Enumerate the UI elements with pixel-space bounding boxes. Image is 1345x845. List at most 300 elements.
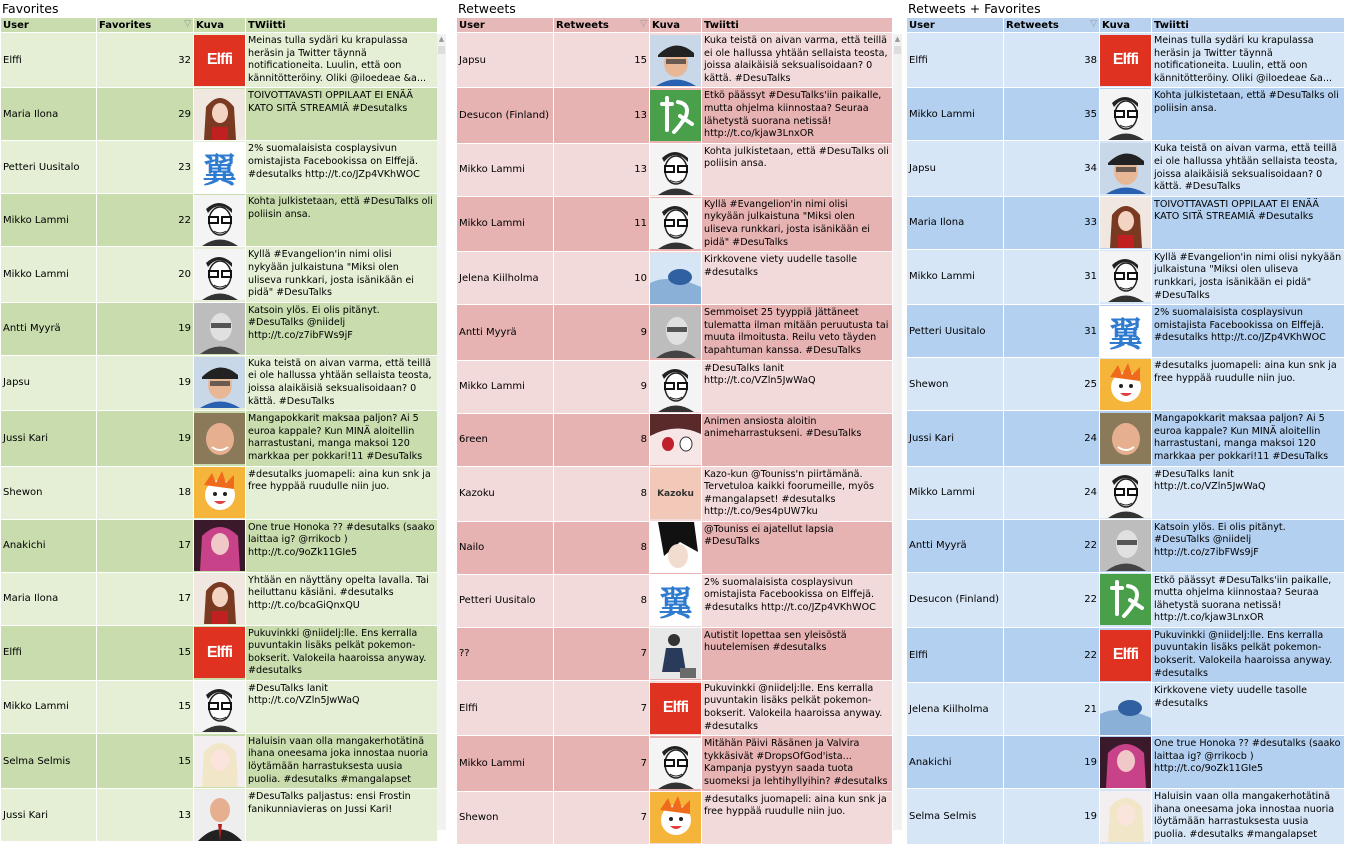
count-cell: 7 — [554, 627, 650, 680]
tweet-cell[interactable]: Etkö päässyt #DesuTalks'iin paikalle, mutta ohjelma kiinnostaa? Seuraa lähetystä suorana netissä! http://t.co/kjaw3LnxOR — [1152, 572, 1345, 627]
table-row[interactable] — [907, 789, 1345, 844]
image-cell — [1100, 627, 1152, 682]
tweet-cell[interactable]: Kuka teistä on aivan varma, että teillä ei ole hallussa yhtään sellaista teosta, joissa alaikäisiä seksualisoidaan? 0 kättä. #DesuTalks — [702, 33, 893, 88]
user-cell[interactable]: Mikko Lammi — [1, 680, 97, 733]
user-cell[interactable]: Maria Ilona — [907, 196, 1004, 249]
table-row[interactable] — [1, 519, 438, 572]
avatar-sketch-icon — [650, 738, 701, 789]
image-cell — [650, 88, 702, 143]
tweet-cell[interactable]: Kuka teistä on aivan varma, että teillä ei ole hallussa yhtään sellaista teosta, joissa alaikäisiä seksualisoidaan? 0 kättä. #DesuTalks — [246, 355, 438, 410]
image-cell — [650, 627, 702, 680]
count-cell: 22 — [1004, 627, 1100, 682]
user-cell[interactable]: Japsu — [907, 141, 1004, 196]
image-cell — [1100, 249, 1152, 304]
tweet-cell[interactable]: Kyllä #Evangelion'in nimi olisi nykyään julkaistuna "Miksi olen uliseva runkkari, josta isänikään ei pidä" #DesuTalks — [702, 196, 893, 251]
image-cell — [194, 466, 246, 519]
image-cell — [1100, 572, 1152, 627]
favorites-title: Favorites — [2, 1, 59, 16]
retweets-panel — [456, 0, 902, 830]
tweet-cell[interactable]: Pukuvinkki @niidelj:lle. Ens kerralla puvuntakin lisäks pelkät pokemon-bokserit. Valokeila haaroissa anyway. #desutalks — [246, 625, 438, 680]
table-row[interactable] — [457, 521, 893, 574]
user-cell[interactable]: Mikko Lammi — [907, 249, 1004, 304]
tweet-cell[interactable]: Kohta julkistetaan, että #DesuTalks oli poliisin ansa. — [1152, 88, 1345, 141]
avatar-photo-icon — [1100, 791, 1151, 842]
image-cell — [650, 33, 702, 88]
avatar-photo-icon — [1100, 737, 1151, 788]
tweet-cell[interactable]: #DesuTalks paljastus: ensi Frostin fanikunniavieras on Jussi Kari! — [246, 789, 438, 842]
retweets-title: Retweets — [458, 1, 516, 16]
table-row[interactable] — [1, 466, 438, 519]
tweet-cell[interactable]: #DesuTalks lanit http://t.co/VZln5JwWaQ — [246, 680, 438, 733]
user-cell[interactable]: Elffi — [1, 625, 97, 680]
image-cell — [194, 302, 246, 355]
avatar-photo-icon — [1100, 413, 1151, 464]
user-cell[interactable]: Elffi — [457, 680, 554, 735]
user-cell[interactable]: Desucon (Finland) — [907, 572, 1004, 627]
table-row[interactable] — [907, 141, 1345, 196]
user-cell[interactable]: Mikko Lammi — [457, 360, 554, 413]
table-row[interactable] — [1, 625, 438, 680]
image-cell — [650, 252, 702, 305]
tweet-cell[interactable]: Mangapokkarit maksaa paljon? Ai 5 euroa kappale? Kun MINÄ aloitellin harrastustani, manga maksoi 120 markkaa per pokkari!11 #DesuTalks — [246, 411, 438, 466]
figure-photo-icon — [650, 628, 701, 679]
tweet-cell[interactable]: Mangapokkarit maksaa paljon? Ai 5 euroa kappale? Kun MINÄ aloitellin harrastustani, manga maksoi 120 markkaa per pokkari!11 #DesuTalks — [1152, 411, 1345, 466]
sort-icon[interactable]: ▽ — [1090, 19, 1097, 29]
avatar-sketch-icon — [650, 361, 701, 412]
count-cell: 15 — [97, 680, 194, 733]
tweet-cell[interactable]: Kohta julkistetaan, että #DesuTalks oli poliisin ansa. — [702, 143, 893, 196]
table-row[interactable] — [457, 466, 893, 521]
avatar-photo-icon — [1100, 197, 1151, 248]
orange-cartoon-icon — [194, 467, 245, 518]
tweet-cell[interactable]: Pukuvinkki @niidelj:lle. Ens kerralla puvuntakin lisäks pelkät pokemon-bokserit. Valokeila haaroissa anyway. #desutalks — [1152, 627, 1345, 682]
image-cell — [1100, 141, 1152, 196]
count-cell: 10 — [554, 252, 650, 305]
desucon-logo-icon — [1100, 574, 1151, 625]
user-cell[interactable]: Jussi Kari — [1, 789, 97, 842]
image-cell — [1100, 305, 1152, 358]
table-row[interactable] — [457, 736, 893, 791]
scroll-thumb[interactable] — [438, 46, 445, 54]
table-row[interactable] — [907, 305, 1345, 358]
image-cell — [194, 625, 246, 680]
image-cell — [650, 521, 702, 574]
favorites-scrollbar[interactable] — [437, 34, 446, 830]
image-cell — [194, 355, 246, 410]
user-cell[interactable]: Nailo — [457, 521, 554, 574]
orange-cartoon-icon — [1100, 359, 1151, 410]
tweet-cell[interactable]: Mitähän Päivi Räsänen ja Valvira tykkäsivät #DropsOfGod'ista... Kampanja pystyyn saada tuota suomeksi ja lehtihyllyihin? #desutalks — [702, 736, 893, 791]
user-cell[interactable]: Japsu — [457, 33, 554, 88]
avatar-photo-icon — [194, 573, 245, 624]
image-cell — [1100, 683, 1152, 736]
retweets-scrollbar[interactable] — [893, 34, 902, 830]
table-row[interactable] — [907, 683, 1345, 736]
tweet-cell[interactable]: One true Honoka ?? #desutalks (saako laittaa ig? @rrikocb ) http://t.co/9oZk11GIe5 — [246, 519, 438, 572]
image-cell — [194, 88, 246, 141]
count-cell: 18 — [97, 466, 194, 519]
image-cell — [194, 680, 246, 733]
count-cell: 8 — [554, 413, 650, 466]
table-row[interactable] — [907, 249, 1345, 304]
count-cell: 15 — [97, 625, 194, 680]
user-cell[interactable]: Antti Myyrä — [1, 302, 97, 355]
avatar-sketch-icon — [194, 195, 245, 246]
table-row[interactable] — [457, 360, 893, 413]
table-row[interactable] — [1, 411, 438, 466]
wing-kanji-icon: 翼 — [1100, 306, 1151, 357]
count-cell: 31 — [1004, 249, 1100, 304]
count-cell: 23 — [97, 141, 194, 194]
table-row[interactable] — [1, 302, 438, 355]
tweet-cell[interactable]: Kyllä #Evangelion'in nimi olisi nykyään julkaistuna "Miksi olen uliseva runkkari, josta isänikään ei pidä" #DesuTalks — [1152, 249, 1345, 304]
table-row[interactable] — [457, 88, 893, 143]
image-cell — [1100, 196, 1152, 249]
wing-kanji-icon: 翼 — [650, 575, 701, 626]
image-cell — [1100, 519, 1152, 572]
user-cell[interactable]: Petteri Uusitalo — [1, 141, 97, 194]
tweet-cell[interactable]: Yhtään en näyttäny opelta lavalla. Tai heiluttanu käsiäni. #desutalks http://t.co/bcaGiQnxQU — [246, 572, 438, 625]
count-cell: 8 — [554, 574, 650, 627]
tweet-cell[interactable]: Autistit lopettaa sen yleisöstä huutelemisen #desutalks — [702, 627, 893, 680]
image-cell — [194, 733, 246, 788]
image-cell — [650, 413, 702, 466]
wing-kanji-icon: 翼 — [194, 142, 245, 193]
user-cell[interactable]: Petteri Uusitalo — [907, 305, 1004, 358]
col-header-user[interactable]: User — [457, 18, 554, 33]
user-cell[interactable]: Mikko Lammi — [1, 194, 97, 247]
orange-cartoon-icon — [650, 792, 701, 843]
elffi-logo-icon: Elffi — [650, 683, 701, 734]
image-cell — [194, 33, 246, 88]
avatar-sketch-icon — [1100, 89, 1151, 140]
count-cell: 33 — [1004, 196, 1100, 249]
table-row[interactable] — [457, 574, 893, 627]
user-cell[interactable]: Jelena Kiilholma — [907, 683, 1004, 736]
table-row[interactable] — [1, 572, 438, 625]
col-header-kuva[interactable]: Kuva — [1100, 18, 1152, 33]
table-row[interactable] — [1, 194, 438, 247]
table-row[interactable] — [457, 252, 893, 305]
user-cell[interactable]: Maria Ilona — [1, 572, 97, 625]
tweet-cell[interactable]: TOIVOTTAVASTI OPPILAAT EI ENÄÄ KATO SITÄ STREAMIÄ #Desutalks — [246, 88, 438, 141]
table-row[interactable] — [907, 33, 1345, 88]
avatar-photo-icon — [1100, 520, 1151, 571]
table-row[interactable] — [907, 358, 1345, 411]
image-cell — [1100, 736, 1152, 789]
count-cell: 22 — [1004, 572, 1100, 627]
table-row[interactable] — [907, 627, 1345, 682]
avatar-photo-icon — [194, 736, 245, 787]
user-cell[interactable]: Mikko Lammi — [907, 88, 1004, 141]
user-cell[interactable]: Jussi Kari — [1, 411, 97, 466]
user-cell[interactable]: Mikko Lammi — [907, 466, 1004, 519]
count-cell: 19 — [97, 355, 194, 410]
col-header-user[interactable]: User — [907, 18, 1004, 33]
image-cell — [1100, 358, 1152, 411]
user-cell[interactable]: Kazoku — [457, 466, 554, 521]
count-cell: 19 — [1004, 736, 1100, 789]
image-cell — [1100, 466, 1152, 519]
table-row[interactable] — [457, 680, 893, 735]
table-row[interactable] — [907, 466, 1345, 519]
tweet-cell[interactable]: Katsoin ylös. Ei olis pitänyt. #DesuTalks @niidelj http://t.co/z7ibFWs9jF — [1152, 519, 1345, 572]
user-cell[interactable]: Antti Myyrä — [457, 305, 554, 360]
image-cell — [194, 789, 246, 842]
table-row[interactable] — [907, 196, 1345, 249]
tweet-cell[interactable]: Kirkkovene viety uudelle tasolle #desutalks — [1152, 683, 1345, 736]
avatar-photo-icon — [194, 790, 245, 841]
tweet-cell[interactable]: #DesuTalks lanit http://t.co/VZln5JwWaQ — [1152, 466, 1345, 519]
table-row[interactable] — [457, 196, 893, 251]
user-cell[interactable]: Mikko Lammi — [457, 736, 554, 791]
count-cell: 34 — [1004, 141, 1100, 196]
user-cell[interactable]: 6reen — [457, 413, 554, 466]
user-cell[interactable]: Elffi — [907, 33, 1004, 88]
table-row[interactable] — [457, 627, 893, 680]
user-cell[interactable]: Elffi — [907, 627, 1004, 682]
tweet-cell[interactable]: Kohta julkistetaan, että #DesuTalks oli poliisin ansa. — [246, 194, 438, 247]
favorites-table — [0, 17, 438, 842]
table-row[interactable] — [457, 305, 893, 360]
count-cell: 22 — [1004, 519, 1100, 572]
user-cell[interactable]: Mikko Lammi — [1, 247, 97, 302]
tweet-cell[interactable]: @Touniss ei ajatellut lapsia #DesuTalks — [702, 521, 893, 574]
tweet-cell[interactable]: #desutalks juomapeli: aina kun snk ja free hyppää ruudulle niin juo. — [702, 791, 893, 844]
tweet-cell[interactable]: Pukuvinkki @niidelj:lle. Ens kerralla puvuntakin lisäks pelkät pokemon-bokserit. Valokeila haaroissa anyway. #desutalks — [702, 680, 893, 735]
tweet-cell[interactable]: Semmoiset 25 tyyppiä jättäneet tulematta ilman mitään peruutusta tai muuta ilmoitusta. Reilu veto täyden tapahtuman kanssa. #DesuTalks — [702, 305, 893, 360]
user-cell[interactable]: Desucon (Finland) — [457, 88, 554, 143]
image-cell — [1100, 33, 1152, 88]
anime-avatar-icon — [650, 522, 701, 573]
user-cell[interactable]: Selma Selmis — [907, 789, 1004, 844]
tweet-cell[interactable]: Haluisin vaan olla mangakerhotätinä ihana oneesama joka innostaa nuoria löytämään harrastuksesta uusia puolia. #desutalks #mangalapset — [1152, 789, 1345, 844]
count-cell: 17 — [97, 572, 194, 625]
image-cell — [650, 574, 702, 627]
tweet-cell[interactable]: Kirkkovene viety uudelle tasolle #desutalks — [702, 252, 893, 305]
table-row[interactable] — [1, 33, 438, 88]
image-cell — [194, 519, 246, 572]
count-cell: 19 — [1004, 789, 1100, 844]
image-cell — [650, 143, 702, 196]
tweet-cell[interactable]: 2% suomalaisista cosplaysivun omistajista Facebookissa on Elffejä. #desutalks http://t.co/JZp4VKhWOC — [1152, 305, 1345, 358]
image-cell — [194, 141, 246, 194]
count-cell: 15 — [554, 33, 650, 88]
sort-icon[interactable]: ▽ — [640, 19, 647, 29]
sort-icon[interactable]: ▽ — [184, 19, 191, 29]
avatar-photo-icon — [194, 89, 245, 140]
tweet-cell[interactable]: Kuka teistä on aivan varma, että teillä ei ole hallussa yhtään sellaista teosta, joissa alaikäisiä seksualisoidaan? 0 kättä. #DesuTalks — [1152, 141, 1345, 196]
table-row[interactable] — [1, 789, 438, 842]
table-row[interactable] — [1, 88, 438, 141]
retweets-favorites-title: Retweets + Favorites — [908, 1, 1041, 16]
count-cell: 31 — [1004, 305, 1100, 358]
table-row[interactable] — [1, 141, 438, 194]
favorites-panel — [0, 0, 446, 830]
avatar-sketch-icon — [650, 198, 701, 249]
elffi-logo-icon: Elffi — [1100, 630, 1151, 681]
table-row[interactable] — [1, 355, 438, 410]
user-cell[interactable]: Shewon — [907, 358, 1004, 411]
table-row[interactable] — [1, 733, 438, 788]
table-row[interactable] — [1, 680, 438, 733]
table-row[interactable] — [457, 791, 893, 844]
user-cell[interactable]: Maria Ilona — [1, 88, 97, 141]
count-cell: 32 — [97, 33, 194, 88]
tweet-cell[interactable]: One true Honoka ?? #desutalks (saako laittaa ig? @rrikocb ) http://t.co/9oZk11GIe5 — [1152, 736, 1345, 789]
image-cell — [650, 680, 702, 735]
tweet-cell[interactable]: #desutalks juomapeli: aina kun snk ja free hyppää ruudulle niin juo. — [1152, 358, 1345, 411]
tweet-cell[interactable]: Etkö päässyt #DesuTalks'iin paikalle, mutta ohjelma kiinnostaa? Seuraa lähetystä suorana netissä! http://t.co/kjaw3LnxOR — [702, 88, 893, 143]
scroll-up-icon[interactable]: ▲ — [894, 35, 901, 43]
col-header-twiitti[interactable]: TWiitti — [246, 18, 438, 33]
image-cell — [194, 411, 246, 466]
user-cell[interactable]: ?? — [457, 627, 554, 680]
image-cell — [650, 196, 702, 251]
user-cell[interactable]: Mikko Lammi — [457, 143, 554, 196]
count-cell: 9 — [554, 360, 650, 413]
desucon-logo-icon — [650, 90, 701, 141]
avatar-sketch-icon — [650, 144, 701, 195]
tweet-cell[interactable]: #desutalks juomapeli: aina kun snk ja free hyppää ruudulle niin juo. — [246, 466, 438, 519]
table-row[interactable] — [907, 736, 1345, 789]
count-cell: 8 — [554, 521, 650, 574]
tweet-cell[interactable]: Katsoin ylös. Ei olis pitänyt. #DesuTalks @niidelj http://t.co/z7ibFWs9jF — [246, 302, 438, 355]
image-cell — [194, 247, 246, 302]
tweet-cell[interactable]: 2% suomalaisista cosplaysivun omistajista Facebookissa on Elffejä. #desutalks http://t.co/JZp4VKhWOC — [246, 141, 438, 194]
image-cell — [650, 791, 702, 844]
user-cell[interactable]: Shewon — [457, 791, 554, 844]
count-cell: 17 — [97, 519, 194, 572]
count-cell: 22 — [97, 194, 194, 247]
col-header-twiitti[interactable]: Twiitti — [1152, 18, 1345, 33]
image-cell — [650, 360, 702, 413]
count-cell: 19 — [97, 302, 194, 355]
retweets-favorites-panel — [906, 0, 1344, 841]
count-cell: 38 — [1004, 33, 1100, 88]
image-cell — [1100, 411, 1152, 466]
user-cell[interactable]: Mikko Lammi — [457, 196, 554, 251]
tweet-cell[interactable]: 2% suomalaisista cosplaysivun omistajista Facebookissa on Elffejä. #desutalks http://t.co/JZp4VKhWOC — [702, 574, 893, 627]
count-cell: 11 — [554, 196, 650, 251]
col-header-retweets[interactable]: Retweets ▽ — [1004, 18, 1100, 33]
photo-icon — [650, 253, 701, 304]
count-cell: 7 — [554, 736, 650, 791]
user-cell[interactable]: Selma Selmis — [1, 733, 97, 788]
kazoku-logo-icon: Kazoku — [650, 468, 701, 519]
col-header-kuva[interactable]: Kuva — [194, 18, 246, 33]
user-cell[interactable]: Elffi — [1, 33, 97, 88]
image-cell — [650, 305, 702, 360]
avatar-photo-icon — [194, 357, 245, 408]
avatar-photo-icon — [1100, 143, 1151, 194]
user-cell[interactable]: Japsu — [1, 355, 97, 410]
table-row[interactable] — [457, 143, 893, 196]
count-cell: 13 — [554, 88, 650, 143]
user-cell[interactable]: Anakichi — [1, 519, 97, 572]
table-row[interactable] — [907, 88, 1345, 141]
tweet-cell[interactable]: Kyllä #Evangelion'in nimi olisi nykyään julkaistuna "Miksi olen uliseva runkkari, josta isänikään ei pidä" #DesuTalks — [246, 247, 438, 302]
retweets-table — [456, 17, 893, 845]
table-row[interactable] — [457, 33, 893, 88]
tweet-cell[interactable]: Meinas tulla sydäri ku krapulassa heräsin ja Twitter täynnä notificationeita. Luulin, että oon kännitötteröiny. Oliki @iloedeae &a... — [1152, 33, 1345, 88]
col-header-kuva[interactable]: Kuva — [650, 18, 702, 33]
avatar-sketch-icon — [194, 249, 245, 300]
count-cell: 24 — [1004, 411, 1100, 466]
count-cell: 19 — [97, 411, 194, 466]
user-cell[interactable]: Antti Myyrä — [907, 519, 1004, 572]
count-cell: 29 — [97, 88, 194, 141]
count-cell: 13 — [97, 789, 194, 842]
count-cell: 13 — [554, 143, 650, 196]
count-cell: 9 — [554, 305, 650, 360]
tweet-cell[interactable]: Kazo-kun @Touniss'n piirtämänä. Tervetuloa kaikki foorumeille, myös #mangalapset! #desutalks http://t.co/9es4pUW7ku — [702, 466, 893, 521]
table-row[interactable] — [457, 413, 893, 466]
avatar-sketch-icon — [1100, 251, 1151, 302]
user-cell[interactable]: Shewon — [1, 466, 97, 519]
retweets-favorites-table — [906, 17, 1345, 845]
elffi-logo-icon: Elffi — [1100, 35, 1151, 86]
tweet-cell[interactable]: #DesuTalks lanit http://t.co/VZln5JwWaQ — [702, 360, 893, 413]
tweet-cell[interactable]: Haluisin vaan olla mangakerhotätinä ihana oneesama joka innostaa nuoria löytämään harrastuksesta uusia puolia. #desutalks #mangalapset — [246, 733, 438, 788]
col-header-twiitti[interactable]: Twiitti — [702, 18, 893, 33]
tweet-cell[interactable]: TOIVOTTAVASTI OPPILAAT EI ENÄÄ KATO SITÄ STREAMIÄ #Desutalks — [1152, 196, 1345, 249]
image-cell — [194, 572, 246, 625]
avatar-photo-icon — [194, 413, 245, 464]
user-cell[interactable]: Jussi Kari — [907, 411, 1004, 466]
avatar-sketch-icon — [1100, 467, 1151, 518]
tweet-cell[interactable]: Animen ansiosta aloitin animeharrastukseni. #DesuTalks — [702, 413, 893, 466]
count-cell: 8 — [554, 466, 650, 521]
count-cell: 21 — [1004, 683, 1100, 736]
col-header-retweets[interactable]: Retweets ▽ — [554, 18, 650, 33]
image-cell — [650, 736, 702, 791]
count-cell: 7 — [554, 791, 650, 844]
avatar-photo-icon — [194, 520, 245, 571]
col-header-user[interactable]: User — [1, 18, 97, 33]
table-row[interactable] — [907, 411, 1345, 466]
user-cell[interactable]: Petteri Uusitalo — [457, 574, 554, 627]
avatar-photo-icon — [650, 35, 701, 86]
table-row[interactable] — [907, 572, 1345, 627]
table-row[interactable] — [907, 519, 1345, 572]
count-cell: 24 — [1004, 466, 1100, 519]
user-cell[interactable]: Jelena Kiilholma — [457, 252, 554, 305]
count-cell: 20 — [97, 247, 194, 302]
image-cell — [1100, 88, 1152, 141]
scroll-thumb[interactable] — [894, 46, 901, 54]
image-cell — [650, 466, 702, 521]
count-cell: 15 — [97, 733, 194, 788]
anime-avatar-icon — [650, 414, 701, 465]
elffi-logo-icon: Elffi — [194, 35, 245, 86]
avatar-photo-icon — [194, 303, 245, 354]
count-cell: 25 — [1004, 358, 1100, 411]
image-cell — [1100, 789, 1152, 844]
table-row[interactable] — [1, 247, 438, 302]
count-cell: 7 — [554, 680, 650, 735]
scroll-up-icon[interactable]: ▲ — [438, 35, 445, 43]
col-header-favorites[interactable]: Favorites ▽ — [97, 18, 194, 33]
photo-icon — [1100, 684, 1151, 735]
avatar-photo-icon — [650, 307, 701, 358]
elffi-logo-icon: Elffi — [194, 627, 245, 678]
avatar-sketch-icon — [194, 681, 245, 732]
count-cell: 35 — [1004, 88, 1100, 141]
tweet-cell[interactable]: Meinas tulla sydäri ku krapulassa heräsin ja Twitter täynnä notificationeita. Luulin, että oon kännitötteröiny. Oliki @iloedeae &a... — [246, 33, 438, 88]
user-cell[interactable]: Anakichi — [907, 736, 1004, 789]
image-cell — [194, 194, 246, 247]
